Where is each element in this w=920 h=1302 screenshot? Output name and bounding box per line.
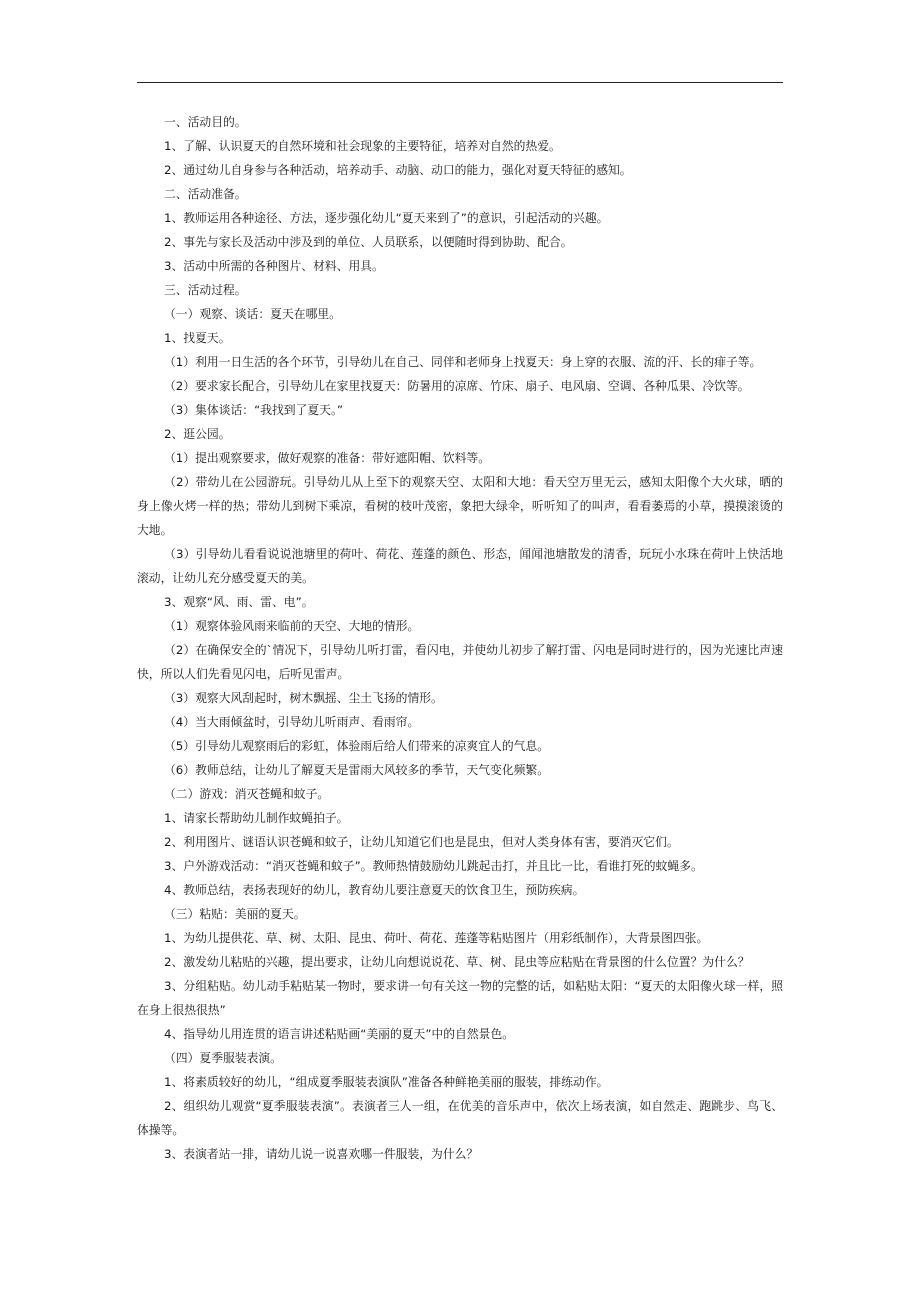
step-item: 1、为幼儿提供花、草、树、太阳、昆虫、荷叶、荷花、莲蓬等粘贴图片（用彩纸制作），大背景图四张。 xyxy=(164,931,709,945)
subsection-heading-collage: （三）粘贴：美丽的夏天。 xyxy=(164,907,306,921)
sub-item: （3）集体谈话：“我找到了夏天。” xyxy=(164,403,343,417)
prep-item-3: 3、活动中所需的各种图片、材料、用具。 xyxy=(164,259,384,273)
step-item: 2、激发幼儿粘贴的兴趣，提出要求，让幼儿向想说说花、草、树、昆虫等应粘贴在背景图的什么位置？为什么？ xyxy=(164,955,750,969)
sub-item: （2）要求家长配合，引导幼儿在家里找夏天：防暑用的凉席、竹床、扇子、电风扇、空调、各种瓜果、冷饮等。 xyxy=(164,379,750,393)
prep-item-2: 2、事先与家长及活动中涉及到的单位、人员联系，以便随时得到协助、配合。 xyxy=(164,235,573,249)
subsection-heading-fashion-show: （四）夏季服装表演。 xyxy=(164,1051,282,1065)
sub-item: （5）引导幼儿观察雨后的彩虹，体验雨后给人们带来的凉爽宜人的气息。 xyxy=(164,739,550,753)
step-item: 4、指导幼儿用连贯的语言讲述粘贴画“美丽的夏天”中的自然景色。 xyxy=(164,1027,515,1041)
step-item: 3、户外游戏活动：“消灭苍蝇和蚊子”。教师热情鼓励幼儿跳起击打，并且比一比，看谁打死的蚊蝇多。 xyxy=(164,859,703,873)
sub-item: （6）教师总结，让幼儿了解夏天是雷雨大风较多的季节，天气变化频繁。 xyxy=(164,763,550,777)
sub-item-paragraph: （2）在确保安全的`情况下，引导幼儿听打雷，看闪电，并使幼儿初步了解打雷、闪电是同时进行的，因为光速比声速快，所以人们先看见闪电，后听见雷声。 xyxy=(137,643,783,681)
subsection-heading-observe: （一）观察、谈话：夏天在哪里。 xyxy=(164,307,341,321)
step-item: 1、将素质较好的幼儿，“组成夏季服装表演队”准备各种鲜艳美丽的服装，排练动作。 xyxy=(164,1075,609,1089)
step-visit-park: 2、逛公园。 xyxy=(164,427,231,441)
step-item-paragraph: 3、分组粘贴。幼儿动手粘贴某一物时，要求讲一句有关这一物的完整的话，如粘贴太阳：“夏天的太阳像火球一样，照在身上很热很热” xyxy=(137,979,783,1017)
goal-item-1: 1、了解、认识夏天的自然环境和社会现象的主要特征，培养对自然的热爱。 xyxy=(164,139,561,153)
goal-item-2: 2、通过幼儿自身参与各种活动，培养动手、动脑、动口的能力，强化对夏天特征的感知。 xyxy=(164,163,632,177)
sub-item: （4）当大雨倾盆时，引导幼儿听雨声、看雨帘。 xyxy=(164,715,420,729)
section-heading-preparation: 二、活动准备。 xyxy=(164,187,247,201)
sub-item-paragraph: （2）带幼儿在公园游玩。引导幼儿从上至下的观察天空、太阳和大地：看天空万里无云，感知太阳像个大火球，晒的身上像火烤一样的热；带幼儿到树下乘凉，看树的枝叶茂密，象把大绿伞，听听知了的叫声，看看萎焉的小草，摸摸滚烫的大地。 xyxy=(137,475,783,537)
section-heading-process: 三、活动过程。 xyxy=(164,283,247,297)
step-item-paragraph: 2、组织幼儿观赏“夏季服装表演”。表演者三人一组，在优美的音乐声中，依次上场表演，如自然走、跑跳步、鸟飞、体操等。 xyxy=(137,1099,783,1137)
header-rule xyxy=(137,82,783,83)
prep-item-1: 1、教师运用各种途径、方法，逐步强化幼儿“夏天来到了”的意识，引起活动的兴趣。 xyxy=(164,211,609,225)
step-find-summer: 1、找夏天。 xyxy=(164,331,231,345)
sub-item: （1）观察体验风雨来临前的天空、大地的情形。 xyxy=(164,619,420,633)
sub-item: （1）提出观察要求，做好观察的准备：带好遮阳帽、饮料等。 xyxy=(164,451,491,465)
document-body xyxy=(137,110,787,1166)
step-item: 1、请家长帮助幼儿制作蚊蝇拍子。 xyxy=(164,811,349,825)
step-item: 4、教师总结，表扬表现好的幼儿，教育幼儿要注意夏天的饮食卫生，预防疾病。 xyxy=(164,883,585,897)
step-observe-weather: 3、观察“风、雨、雷、电”。 xyxy=(164,595,314,609)
section-heading-goals: 一、活动目的。 xyxy=(164,115,247,129)
step-item: 2、利用图片、谜语认识苍蝇和蚊子，让幼儿知道它们也是昆虫，但对人类身体有害，要消灭它们。 xyxy=(164,835,679,849)
sub-item: （1）利用一日生活的各个环节，引导幼儿在自己、同伴和老师身上找夏天：身上穿的衣服、流的汗、长的痱子等。 xyxy=(164,355,762,369)
sub-item: （3）观察大风刮起时，树木飘摇、尘土飞扬的情形。 xyxy=(164,691,443,705)
step-item: 3、表演者站一排，请幼儿说一说喜欢哪一件服装，为什么？ xyxy=(164,1147,479,1161)
subsection-heading-game: （二）游戏：消灭苍蝇和蚊子。 xyxy=(164,787,330,801)
sub-item-paragraph: （3）引导幼儿看看说说池塘里的荷叶、荷花、莲蓬的颜色、形态，闻闻池塘散发的清香，玩玩小水珠在荷叶上快活地滚动，让幼儿充分感受夏天的美。 xyxy=(137,547,783,585)
